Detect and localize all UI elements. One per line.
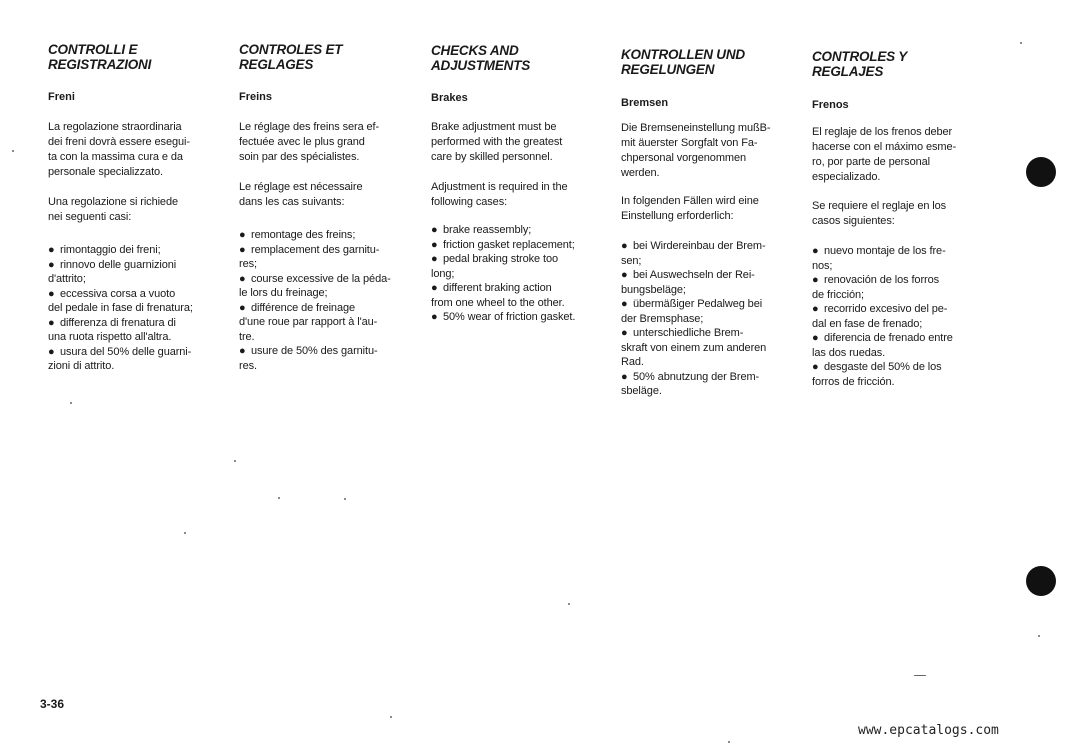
scan-speck <box>1020 42 1022 44</box>
list-item: ● 50% abnutzung der Brem- sbeläge. <box>621 370 760 397</box>
cases-list <box>431 223 609 325</box>
list-item: ● desgaste del 50% de los forros de fricción. <box>812 361 942 388</box>
list-item: ● course excessive de la péda- le lors du freinage; <box>239 272 391 299</box>
list-item: ● recorrido excesivo del pe- dal en fase de frenado; <box>812 303 948 330</box>
list-item: ● different braking action from one wheel to the other. <box>431 282 565 309</box>
list-item: ● remontage des freins; <box>239 229 356 241</box>
column-heading: KONTROLLEN UND REGELUNGEN <box>621 47 745 77</box>
binder-hole-top <box>1026 157 1056 187</box>
list-item: ● nuevo montaje de los fre- nos; <box>812 245 946 272</box>
column-heading: CHECKS AND ADJUSTMENTS <box>431 43 531 73</box>
list-item: ● brake reassembly; <box>431 224 532 236</box>
list-item: ● remplacement des garnitu- res; <box>239 243 380 270</box>
list-item: ● rimontaggio dei freni; <box>48 244 161 256</box>
column-subheading: Frenos <box>812 99 849 111</box>
list-item: ● usure de 50% des garnitu- res. <box>239 345 378 372</box>
scan-speck <box>234 460 236 462</box>
list-item: ● usura del 50% delle guarni- zioni di attrito. <box>48 345 192 372</box>
list-item: ● 50% wear of friction gasket. <box>431 311 576 323</box>
list-item: ● diferencia de frenado entre las dos ruedas. <box>812 332 953 359</box>
column-subheading: Brakes <box>431 92 468 104</box>
cases-intro: Se requiere el reglaje en los casos siguientes: <box>812 200 947 227</box>
list-item: ● differenza di frenatura di una ruota rispetto all'altra. <box>48 316 176 343</box>
intro-paragraph: Die Bremseneinstellung mußB- mit äuerster Sorgfalt von Fa- chpersonal vorgenommen werden. <box>621 122 771 179</box>
intro-paragraph: Le réglage des freins sera ef- fectuée avec le plus grand soin par des spécialistes. <box>239 121 380 163</box>
list-item: ● bei Auswechseln der Rei- bungsbeläge; <box>621 269 755 296</box>
scan-speck <box>344 498 346 500</box>
scan-speck <box>390 716 392 718</box>
column-italian <box>48 42 226 374</box>
cases-list <box>239 228 417 373</box>
column-subheading: Freins <box>239 91 273 103</box>
column-english <box>431 43 609 325</box>
cases-list <box>48 243 226 374</box>
list-item: ● pedal braking stroke too long; <box>431 253 559 280</box>
list-item: ● friction gasket replacement; <box>431 238 575 251</box>
scan-speck <box>12 150 14 152</box>
cases-intro: In folgenden Fällen wird eine Einstellung erforderlich: <box>621 195 759 222</box>
intro-paragraph: Brake adjustment must be performed with the greatest care by skilled personnel. <box>431 121 563 163</box>
column-german <box>621 47 799 399</box>
cases-intro: Le réglage est nécessaire dans les cas suivants: <box>239 181 363 208</box>
cases-list <box>812 244 990 389</box>
cases-list <box>621 239 799 399</box>
scan-speck <box>728 741 730 743</box>
scan-speck <box>1038 635 1040 637</box>
scan-speck <box>568 603 570 605</box>
list-item: ● différence de freinage d'une roue par rapport à l'au- tre. <box>239 301 378 343</box>
column-subheading: Bremsen <box>621 97 669 109</box>
list-item: ● eccessiva corsa a vuoto del pedale in fase di frenatura; <box>48 287 193 314</box>
column-heading: CONTROLLI E REGISTRAZIONI <box>48 42 152 72</box>
list-item: ● bei Wirdereinbau der Brem- sen; <box>621 240 766 267</box>
column-spanish <box>812 49 990 389</box>
scan-speck <box>184 532 186 534</box>
list-item: ● übermäßiger Pedalweg bei der Bremsphase; <box>621 298 763 325</box>
scan-speck <box>278 497 280 499</box>
column-heading: CONTROLES Y REGLAJES <box>812 49 908 79</box>
column-french <box>239 42 417 373</box>
scan-speck <box>70 402 72 404</box>
column-subheading: Freni <box>48 91 75 103</box>
binder-hole-bottom <box>1026 566 1056 596</box>
page-number: 3-36 <box>40 697 65 711</box>
watermark: www.epcatalogs.com <box>858 723 999 738</box>
cases-intro: Adjustment is required in the following cases: <box>431 181 568 208</box>
column-heading: CONTROLES ET REGLAGES <box>239 42 343 72</box>
list-item: ● renovación de los forros de fricción; <box>812 274 939 301</box>
list-item: ● unterschiedliche Brem- skraft von einem zum anderen Rad. <box>621 327 767 368</box>
list-item: ● rinnovo delle guarnizioni d'attrito; <box>48 258 177 285</box>
intro-paragraph: La regolazione straordinaria dei freni dovrà essere esegui- ta con la massima cura e da personale specializzato. <box>48 121 190 178</box>
intro-paragraph: El reglaje de los frenos deber hacerse con el máximo esme- ro, por parte de personal especializado. <box>812 126 957 183</box>
scan-speck <box>914 675 926 676</box>
cases-intro: Una regolazione si richiede nei seguenti casi: <box>48 196 178 223</box>
